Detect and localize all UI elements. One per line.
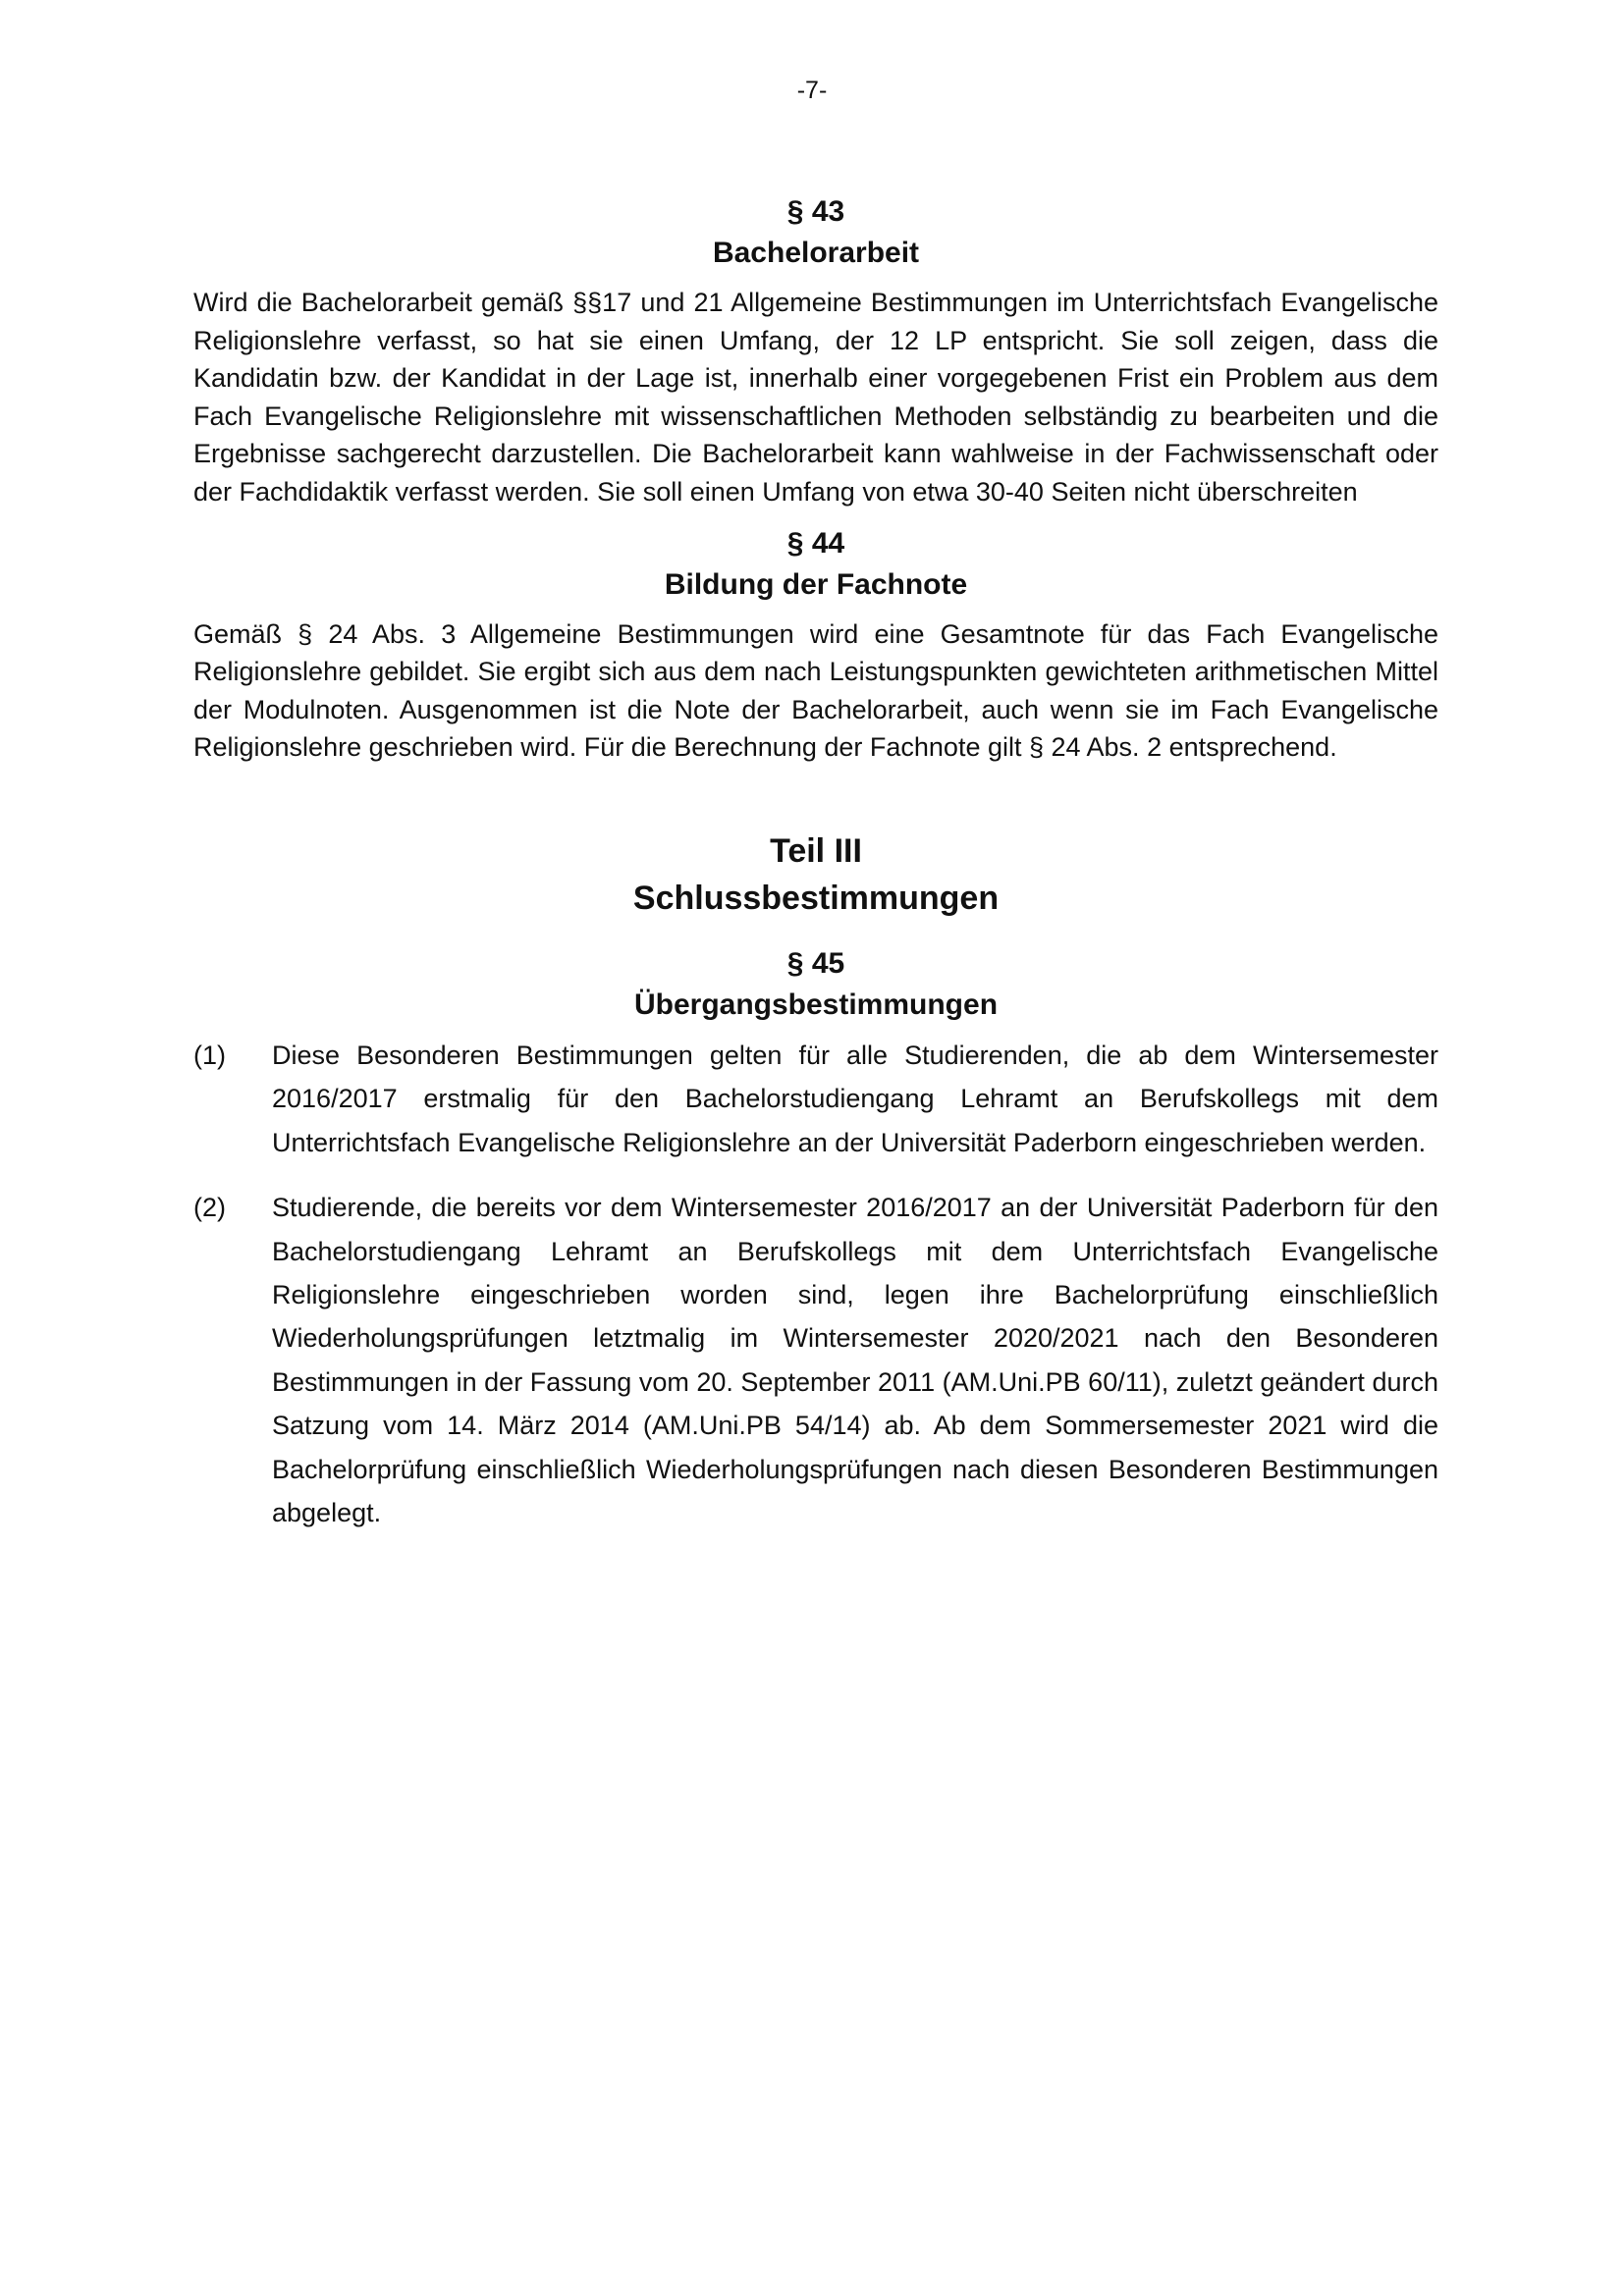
section-44-number: § 44	[786, 526, 845, 560]
list-item	[193, 1186, 1438, 1534]
page-number: -7-	[796, 77, 828, 104]
section-43-text: Wird die Bachelorarbeit gemäß §§17 und 21 Allgemeine Bestimmungen im Unterrichtsfach Evangelische Religionslehre verfasst, so hat sie einen Umfang, der 12 LP entspricht. Sie soll zeigen, dass die Kandidatin bzw. der Kandidat in der Lage ist, innerhalb einer vorgegebenen Frist ein Problem aus dem Fach Evangelische Religionslehre mit wissenschaftlichen Methoden selbständig zu bearbeiten und die Ergebnisse sachgerecht darzustellen. Die Bachelorarbeit kann wahlweise in der Fachwissenschaft oder der Fachdidaktik verfasst werden. Sie soll einen Umfang von etwa 30-40 Seiten nicht überschreiten	[193, 288, 1438, 507]
list-item-number: (1)	[193, 1040, 226, 1070]
section-43-number: § 43	[786, 195, 845, 228]
section-43-title: Bachelorarbeit	[712, 237, 920, 269]
part-3-number: Teil III	[770, 831, 862, 870]
list-item-number: (2)	[193, 1193, 226, 1223]
section-45-title: Übergangsbestimmungen	[633, 988, 999, 1021]
page-content	[193, 191, 1438, 1534]
section-45-number: § 45	[786, 946, 845, 980]
section-44-title: Bildung der Fachnote	[664, 567, 968, 601]
list-item-text: Studierende, die bereits vor dem Wintersemester 2016/2017 an der Universität Paderborn für den Bachelorstudiengang Lehramt an Berufskollegs mit dem Unterrichtsfach Evangelische Religionslehre eingeschrieben worden sind, legen ihre Bachelorprüfung einschließlich Wiederholungsprüfungen letztmalig im Wintersemester 2020/2021 nach den Besonderen Bestimmungen in der Fassung vom 20. September 2011 (AM.Uni.PB 60/11), zuletzt geändert durch Satzung vom 14. März 2014 (AM.Uni.PB 54/14) ab. Ab dem Sommersemester 2021 wird die Bachelorprüfung einschließlich Wiederholungsprüfungen nach diesen Besonderen Bestimmungen abgelegt.	[272, 1193, 1438, 1527]
list-item-text: Diese Besonderen Bestimmungen gelten für alle Studierenden, die ab dem Wintersemester 2016/2017 erstmalig für den Bachelorstudiengang Lehramt an Berufskollegs mit dem Unterrichtsfach Evangelische Religionslehre an der Universität Paderborn eingeschrieben werden.	[272, 1040, 1438, 1157]
part-3-title: Schlussbestimmungen	[632, 879, 1000, 917]
list-item	[193, 1034, 1438, 1164]
section-44-text: Gemäß § 24 Abs. 3 Allgemeine Bestimmungen wird eine Gesamtnote für das Fach Evangelische Religionslehre gebildet. Sie ergibt sich aus dem nach Leistungspunkten gewichteten arithmetischen Mittel der Modulnoten. Ausgenommen ist die Note der Bachelorarbeit, auch wenn sie im Fach Evangelische Religionslehre geschrieben wird. Für die Berechnung der Fachnote gilt § 24 Abs. 2 entsprechend.	[193, 618, 1438, 763]
